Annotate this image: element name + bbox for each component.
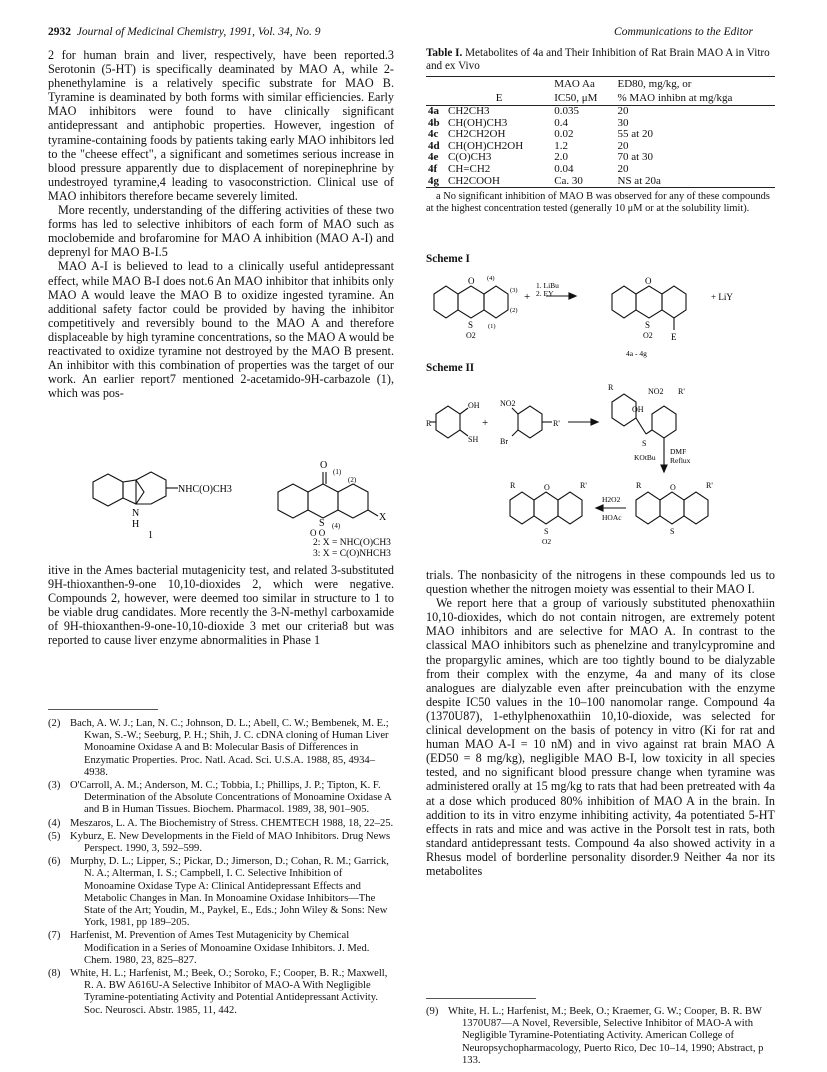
svg-text:S: S	[642, 439, 647, 448]
table-row: 4a CH2CH3 0.035 20	[428, 105, 629, 117]
references-left	[48, 718, 394, 1018]
table-row: 4d CH(OH)CH2OH 1.2 20	[428, 139, 629, 152]
svg-text:Reflux: Reflux	[670, 456, 691, 465]
atom-label: O O	[310, 528, 326, 538]
footnote-rule	[426, 998, 536, 999]
table-row: 4e C(O)CH3 2.0 70 at 30	[428, 151, 653, 164]
compound-definition: 2: X = NHC(O)CH3	[313, 538, 391, 548]
left-column-body	[48, 48, 394, 400]
column-header: ED80, mg/kg, or	[616, 77, 776, 92]
svg-text:O: O	[544, 483, 550, 492]
svg-text:O: O	[468, 276, 475, 286]
svg-text:DMF: DMF	[670, 447, 687, 456]
svg-text:4a - 4g: 4a - 4g	[626, 349, 647, 358]
svg-text:R: R	[608, 383, 614, 392]
svg-text:2. EY: 2. EY	[536, 289, 554, 298]
svg-text:1. LiBu: 1. LiBu	[536, 281, 559, 290]
references-right	[426, 1006, 775, 1068]
svg-text:OH: OH	[468, 401, 480, 410]
paragraph: MAO A-I is believed to lead to a clinically useful antidepressant effect, while MAO B-I does not.6 An MAO inhibitor that inhibits only MAO A would leave the MAO B to oxidize ingested tyramine. An additional safety factor could be provided by having the inhibitor competitively and reversibly bound to the MAO A and therefore displaceable by high tyramine concentrations, so the MAO A would be reactivated to oxidize tyramine not destroyed by the MAO B present. An inhibitor with this combination of properties was the target of our work. An earlier report7 mentioned 2-acetamido-9H-carbazole (1), which was pos-	[48, 259, 394, 401]
svg-text:S: S	[544, 527, 549, 536]
compound-definition: 3: X = C(O)NHCH3	[313, 549, 391, 559]
svg-text:O2: O2	[542, 537, 552, 546]
svg-text:+: +	[482, 417, 489, 429]
table-row: 4b CH(OH)CH3 0.4 30	[428, 116, 629, 129]
svg-text:R': R'	[553, 419, 560, 428]
table-row: 4c CH2CH2OH 0.02 55 at 20	[428, 128, 653, 141]
scheme-1-diagram	[426, 268, 775, 360]
svg-text:S: S	[670, 527, 675, 536]
paragraph: We report here that a group of variously substituted phenoxathiin 10,10-dioxides, which do not contain nitrogen, are extremely potent MAO inhibitors and are selective for MAO A. In contrast to the classical MAO inhibitors such as phenelzine and tranylcypromine and the propargylic amines, which are too tightly bound to be dialyzable from their complex with the enzyme, 4a and many of its close analogues are dialyzable even after preincubation with the enzyme despite IC50 values in the 10–100 nanomolar range. Compound 4a (1370U87), 1-ethylphenoxathiin 10,10-dioxide, was selected for clinical development on the basis of potency in vitro (Ki for rat and human MAO A-I = 10 nM) and in vivo against rat brain MAO A (ED50 = 8 mg/kg), negligible MAO B-I, low toxicity in all species tested, and no significant blood pressure change when tyramine was administered orally at 15 mg/kg to rats that had been pretreated with 4a at a dose which produced 80% inhibition of MAO A in the brain. In addition to its in vitro enzyme inhibiting activity, 4a potentiated 5-HT effects in rats and mice and was active in the Porsolt test in rats, both standard antidepressant tests. Compound 4a also showed activity in a Rhesus model of borderline personality disorder.9 Neither 4a nor its metabolites	[426, 596, 775, 878]
position-label: (2)	[348, 476, 357, 484]
column-header: E	[446, 91, 552, 106]
svg-text:(2): (2)	[510, 307, 518, 314]
substituent-label: NHC(O)CH3	[178, 484, 232, 495]
reference: (5) Kyburz, E. New Developments in the Field of MAO Inhibitors. Drug News Perspect. 1990, 3, 592–599.	[48, 830, 391, 855]
metabolite-table	[426, 76, 775, 188]
svg-text:Br: Br	[500, 437, 508, 446]
scheme-2-diagram	[426, 380, 775, 562]
svg-text:O: O	[670, 483, 676, 492]
column-header: % MAO inhibn at mg/kga	[616, 91, 776, 106]
atom-label: O	[320, 460, 328, 471]
position-label: (4)	[332, 522, 341, 530]
atom-label: N	[132, 508, 140, 519]
scheme-1-title: Scheme I	[426, 253, 470, 265]
svg-text:R: R	[426, 419, 432, 428]
svg-text:R': R'	[678, 387, 685, 396]
svg-text:NO2: NO2	[648, 387, 664, 396]
atom-label: X	[379, 512, 387, 523]
page-number: 2932	[48, 26, 71, 38]
table-row: 4f CH=CH2 0.04 20	[428, 162, 629, 175]
svg-text:O: O	[645, 276, 652, 286]
paragraph: trials. The nonbasicity of the nitrogens in these compounds led us to question whether the nitrogen moiety was essential to their MAO I.	[426, 568, 775, 597]
table-caption: Table I. Metabolites of 4a and Their Inhibition of Rat Brain MAO A in Vitro and ex Vivo	[426, 47, 770, 72]
reference: (9) White, H. L.; Harfenist, M.; Beek, O.; Kraemer, G. W.; Cooper, B. R. BW 1370U87—A Novel, Reversible, Selective Inhibitor of MAO-A with Negligible Tyramine-Potentiating Activity. American College of Neuropsychopharmacology, Puerto Rico, Dec 10–14, 1990; Abstract, p 133.	[426, 1006, 764, 1066]
table-footnote: a No significant inhibition of MAO B was observed for any of these compounds at the highest concentration tested (generally 10 μM or at the solubility limit).	[426, 191, 770, 215]
svg-text:S: S	[645, 320, 651, 330]
journal-citation: Journal of Medicinal Chemistry, 1991, Vol. 34, No. 9	[76, 26, 321, 38]
paragraph: 2 for human brain and liver, respectively, have been reported.3 Serotonin (5-HT) is specifically deaminated by MAO A, while 2-phenethylamine is a relatively specific substrate for MAO B. Tyramine is deaminated by both forms with similar efficiencies. Early MAO inhibitors were found to have clinically significant antidepressant and antiphobic properties. However, ingestion of tyramine-containing foods by patients taking early MAO inhibitors led to the "cheese effect", a significant and sometimes serious increase in blood pressure apparently due to displacement of norepinephrine by undestroyed tyramine,4 leading to vasoconstriction. Clinical use of MAO inhibitors therefore became severely limited.	[48, 48, 394, 203]
paragraph: itive in the Ames bacterial mutagenicity test, and related 3-substituted 9H-thioxanthen-9-one 10,10-dioxides 2, which were negative. Compounds 2, however, were deemed too similar in structure to 1 to be viable drug candidates. More recently the 3-N-methyl carboxamide of 9H-thioxanthen-9-one-10,10-dioxide 3 met our criteria8 but was reported to cause liver enzyme abnormalities in Phase 1	[48, 563, 394, 648]
structure-figure	[48, 452, 394, 560]
column-header: IC50, μM	[552, 91, 615, 106]
svg-text:KOtBu: KOtBu	[634, 453, 656, 462]
svg-text:E: E	[671, 332, 677, 342]
svg-text:R': R'	[706, 481, 713, 490]
svg-text:NO2: NO2	[500, 399, 516, 408]
svg-text:S: S	[468, 320, 474, 330]
scheme-2-title: Scheme II	[426, 362, 475, 374]
svg-text:H2O2: H2O2	[602, 495, 621, 504]
paragraph: More recently, understanding of the differing activities of these two forms has led to selective inhibitors of each form of MAO such as moclobemide and brofaromine for MAO A inhibition (MAO A-I) and deprenyl for MAO B-I.5	[48, 203, 394, 260]
svg-text:SH: SH	[468, 435, 479, 444]
running-header-left	[48, 26, 320, 38]
left-column-continued	[48, 563, 394, 648]
reference: (8) White, H. L.; Harfenist, M.; Beek, O.; Soroko, F.; Cooper, B. R.; Maxwell, R. A. BW A616U-A Selective Inhibitor of MAO-A With Negligible Tyramine-potentiating Activity and Potential Antidepressant Activity. Soc. Neurosci. Abstr. 1985, 11, 442.	[48, 968, 388, 1016]
svg-text:R: R	[636, 481, 642, 490]
svg-text:(3): (3)	[510, 287, 518, 294]
reference: (3) O'Carroll, A. M.; Anderson, M. C.; Tobbia, I.; Phillips, J. P.; Tipton, K. F. Determination of the Absolute Concentrations of Monoamine Oxidase A and B in Human Tissues. Biochem. Pharmacol. 1989, 38, 901–905.	[48, 780, 392, 816]
section-header: Communications to the Editor	[614, 26, 753, 38]
svg-text:+: +	[524, 291, 531, 303]
atom-label: S	[319, 518, 325, 529]
svg-text:(4): (4)	[487, 275, 495, 282]
reference: (4) Meszaros, L. A. The Biochemistry of Stress. CHEMTECH 1988, 18, 22–25.	[48, 817, 394, 829]
column-header: MAO Aa	[552, 77, 615, 92]
svg-text:O2: O2	[466, 331, 476, 340]
reference: (2) Bach, A. W. J.; Lan, N. C.; Johnson, D. L.; Abell, C. W.; Bembenek, M. E.; Kwan, S.-W.; Seeburg, P. H.; Shih, J. C. cDNA cloning of Human Liver Monoamine Oxidase A and B: Molecular Basis of Differences in Enzymatic Properties. Proc. Natl. Acad. Sci. U.S.A. 1988, 85, 4934–4938.	[48, 718, 389, 778]
svg-text:OH: OH	[632, 405, 644, 414]
svg-text:O2: O2	[643, 331, 653, 340]
atom-label: H	[132, 519, 140, 530]
reference: (6) Murphy, D. L.; Lipper, S.; Pickar, D.; Jimerson, D.; Cohan, R. M.; Garrick, N. A.; Alterman, I. S.; Campbell, I. C. Selective Inhibition of Monoamine Oxidase Type A: Clinical Antidepressant Effects and Metabolic Changes in Man. In Monoamine Oxidase Inhibitors—The State of the Art; Youdin, M., Paykel, E., Eds.; John Wiley & Sons: New York, 1981, pp 189–205.	[48, 856, 389, 929]
svg-text:HOAc: HOAc	[602, 513, 622, 522]
footnote-rule	[48, 709, 158, 710]
svg-text:(1): (1)	[488, 323, 496, 330]
right-column-body	[426, 568, 775, 878]
table-1	[426, 47, 775, 215]
svg-text:R: R	[510, 481, 516, 490]
position-label: (1)	[333, 468, 342, 476]
reference: (7) Harfenist, M. Prevention of Ames Test Mutagenicity by Chemical Modification in a Series of Monoamine Oxidase Inhibitors. J. Med. Chem. 1980, 23, 825–827.	[48, 930, 370, 966]
svg-text:R': R'	[580, 481, 587, 490]
compound-number: 1	[148, 530, 153, 541]
table-row: 4g CH2COOH Ca. 30 NS at 20a	[426, 176, 775, 188]
svg-text:+ LiY: + LiY	[711, 292, 733, 302]
